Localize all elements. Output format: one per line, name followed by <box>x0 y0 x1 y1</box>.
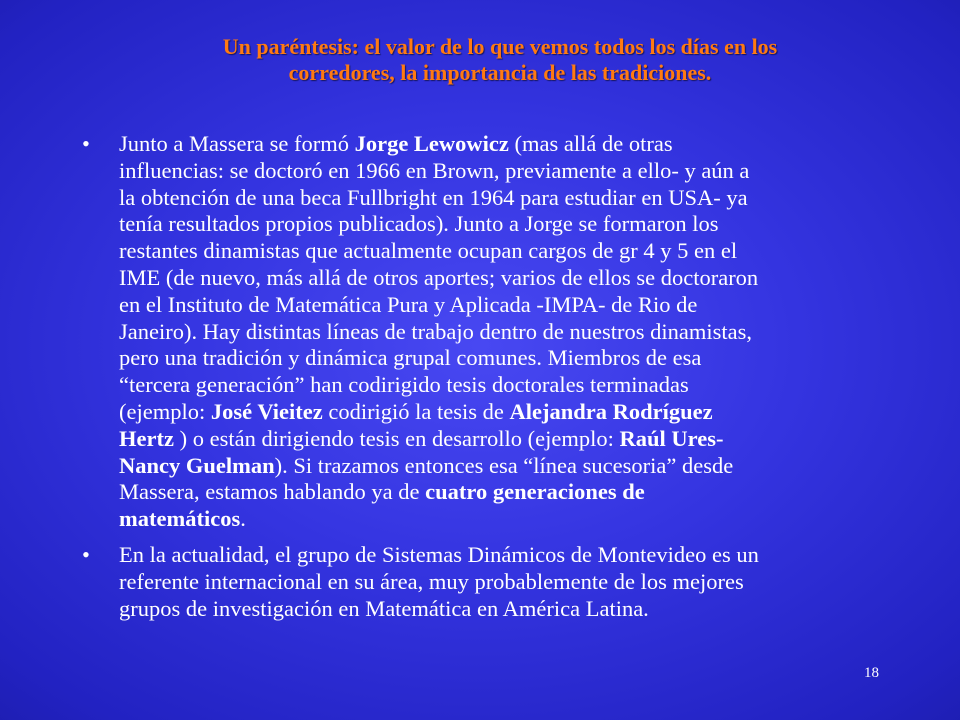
bullet-line <box>119 265 897 292</box>
text-run: ). Si trazamos entonces esa “línea sucesoria” desde <box>274 452 734 478</box>
slide-title-line: corredores, la importancia de las tradiciones. <box>288 60 712 85</box>
bullet-dot: • <box>82 131 90 156</box>
bullet-line <box>119 372 897 399</box>
bold-run: Raúl Ures- <box>619 425 724 451</box>
bold-run: José Vieitez <box>210 398 323 424</box>
bullet-line <box>119 506 897 533</box>
text-run: en el Instituto de Matemática Pura y Aplicada -IMPA- de Rio de <box>119 291 698 317</box>
bullet-line <box>119 238 897 265</box>
bullet-line <box>119 453 897 480</box>
bullet-line <box>119 569 897 596</box>
text-run: la obtención de una beca Fullbright en 1964 para estudiar en USA- ya <box>119 184 748 210</box>
slide-title-line: Un paréntesis: el valor de lo que vemos todos los días en los <box>222 34 778 59</box>
page-number: 18 <box>864 665 879 681</box>
text-run: Janeiro). Hay distintas líneas de trabajo dentro de nuestros dinamistas, <box>119 318 752 344</box>
text-run: En la actualidad, el grupo de Sistemas Dinámicos de Montevideo es un <box>119 541 759 567</box>
bullet-line <box>119 399 897 426</box>
bullet-line <box>119 542 897 569</box>
bullet-text <box>119 131 897 533</box>
text-run: (ejemplo: <box>119 398 211 424</box>
bold-run: Alejandra Rodríguez <box>509 398 713 424</box>
text-run: referente internacional en su área, muy probablemente de los mejores <box>119 568 744 594</box>
text-run: Massera, estamos hablando ya de <box>119 479 426 505</box>
bold-run: Nancy Guelman <box>119 452 275 478</box>
text-run: influencias: se doctoró en 1966 en Brown, previamente a ello- y aún a <box>119 157 750 183</box>
bold-run: Jorge Lewowicz <box>354 131 509 156</box>
bullet-line <box>119 158 897 185</box>
bullet-line <box>119 426 897 453</box>
text-run: “tercera generación” han codirigido tesis doctorales terminadas <box>119 372 689 398</box>
bold-run: matemáticos <box>119 506 241 532</box>
slide-body <box>82 131 897 622</box>
bullet-line <box>119 185 897 212</box>
text-run: IME (de nuevo, más allá de otros aportes; varios de ellos se doctoraron <box>119 264 759 290</box>
bullet-line <box>119 345 897 372</box>
bullet-line <box>119 211 897 238</box>
text-run: codirigió la tesis de <box>322 398 510 424</box>
bullet-line <box>119 292 897 319</box>
bullet-line <box>119 131 897 158</box>
bullet-text <box>119 542 897 622</box>
text-run: restantes dinamistas que actualmente ocupan cargos de gr 4 y 5 en el <box>119 238 738 264</box>
bullet-item <box>82 131 897 533</box>
text-run: ) o están dirigiendo tesis en desarrollo (ejemplo: <box>173 425 620 451</box>
bullet-line <box>119 319 897 346</box>
text-run: grupos de investigación en Matemática en América Latina. <box>119 595 649 621</box>
text-run: pero una tradición y dinámica grupal comunes. Miembros de esa <box>119 345 702 371</box>
bold-run: cuatro generaciones de <box>425 479 645 505</box>
text-run: . <box>240 506 246 532</box>
bullet-dot: • <box>82 541 90 567</box>
text-run: Junto a Massera se formó <box>119 131 355 156</box>
bold-run: Hertz <box>119 425 174 451</box>
text-run: tenía resultados propios publicados). Junto a Jorge se formaron los <box>119 211 719 237</box>
slide-title <box>100 34 900 86</box>
bullet-item <box>82 542 897 622</box>
bullet-line <box>119 596 897 623</box>
text-run: (mas allá de otras <box>508 131 673 156</box>
bullet-line <box>119 479 897 506</box>
